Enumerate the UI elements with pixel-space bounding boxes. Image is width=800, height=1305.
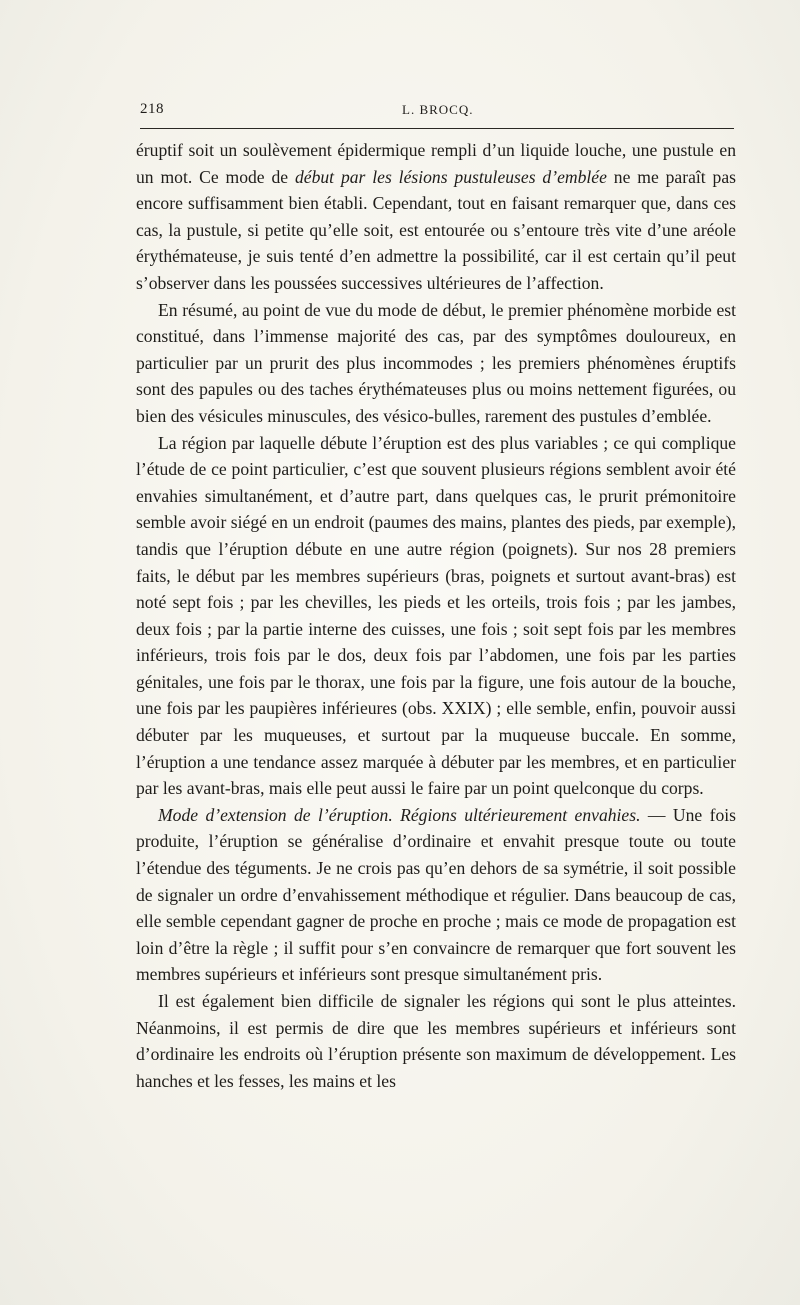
section-heading: Mode d’extension de l’éruption. Régions ultérieurement envahies.: [158, 804, 641, 825]
paragraph-3-text: La région par laquelle débute l’éruption est des plus variables ; ce qui complique l’étude de ce point particulier, c’est que souvent plusieurs régions semblent avoir été envahies simultanément, et d’autre part, dans quelques cas, le prurit prémonitoire semble avoir siégé en un endroit (paumes des mains, plantes des pieds, par exemple), tandis que l’éruption débute en une autre région (poignets). Sur nos 28 premiers faits, le début par les membres supérieurs (bras, poignets et surtout avant-bras) est noté sept fois ; par les chevilles, les pieds et les orteils, trois fois ; par les jambes, deux fois ; par la partie interne des cuisses, une fois ; soit sept fois par les membres inférieurs, trois fois par le dos, deux fois par l’abdomen, une fois par les parties génitales, une fois par le thorax, une fois par la figure, une fois autour de la bouche, une fois par les paupières inférieures (obs. XXIX) ; elle semble, enfin, pouvoir aussi débuter par les muqueuses, et surtout par la muqueuse buccale. En somme, l’éruption a une tendance assez marquée à débuter par les membres, et en particulier par les avant-bras, mais elle peut aussi le faire par un point quelconque du corps.: [136, 432, 736, 799]
running-head: [140, 101, 734, 125]
paragraph-5-text: Il est également bien difficile de signaler les régions qui sont le plus atteintes. Néanmoins, il est permis de dire que les membres supérieurs et inférieurs sont d’ordinaire les endroits où l’éruption présente son maximum de développement. Les hanches et les fesses, les mains et les: [136, 991, 736, 1091]
paragraph-2: [136, 297, 736, 430]
paragraph-3: [136, 430, 736, 802]
paragraph-2-text: En résumé, au point de vue du mode de début, le premier phénomène morbide est constitué, dans l’immense majorité des cas, par des symptômes douloureux, en particulier par un prurit des plus incommodes ; les premiers phénomènes éruptifs sont des papules ou des taches érythémateuses plus ou moins nettement figurées, ou bien des vésicules minuscules, des vésico-bulles, rarement des pustules d’emblée.: [136, 299, 736, 426]
body-text: [136, 137, 736, 1094]
paragraph-4: [136, 802, 736, 988]
paragraph-1-text-b: ne me paraît pas encore suffisamment bien établi. Cependant, tout en faisant remarquer que, dans ces cas, la pustule, si petite qu’elle soit, est entourée ou s’entoure très vite d’une aréole érythémateuse, je suis tenté d’en admettre la possibilité, car il est certain qu’il peut s’observer dans les poussées successives ultérieures de l’affection.: [136, 166, 737, 293]
paragraph-1-italic: début par les lésions pustuleuses d’emblée: [294, 166, 607, 187]
header-rule: [140, 128, 734, 129]
running-head-author: L. BROCQ.: [402, 102, 474, 117]
paragraph-4-text: — Une fois produite, l’éruption se généralise d’ordinaire et envahit presque toute ou toute l’étendue des téguments. Je ne crois pas qu’en dehors de sa symétrie, il soit possible de signaler un ordre d’envahissement méthodique et régulier. Dans beaucoup de cas, elle semble cependant gagner de proche en proche ; mais ce mode de propagation est loin d’être la règle ; il suffit pour s’en convaincre de remarquer que fort souvent les membres supérieurs et inférieurs sont presque simultanément pris.: [136, 804, 736, 985]
paragraph-5: [136, 988, 736, 1094]
paragraph-1-text-a: éruptif soit un soulèvement épidermique rempli d’un liquide louche, une pustule en un mot. Ce mode de: [136, 140, 736, 187]
paragraph-1: [136, 137, 736, 297]
page-number: 218: [140, 101, 164, 117]
